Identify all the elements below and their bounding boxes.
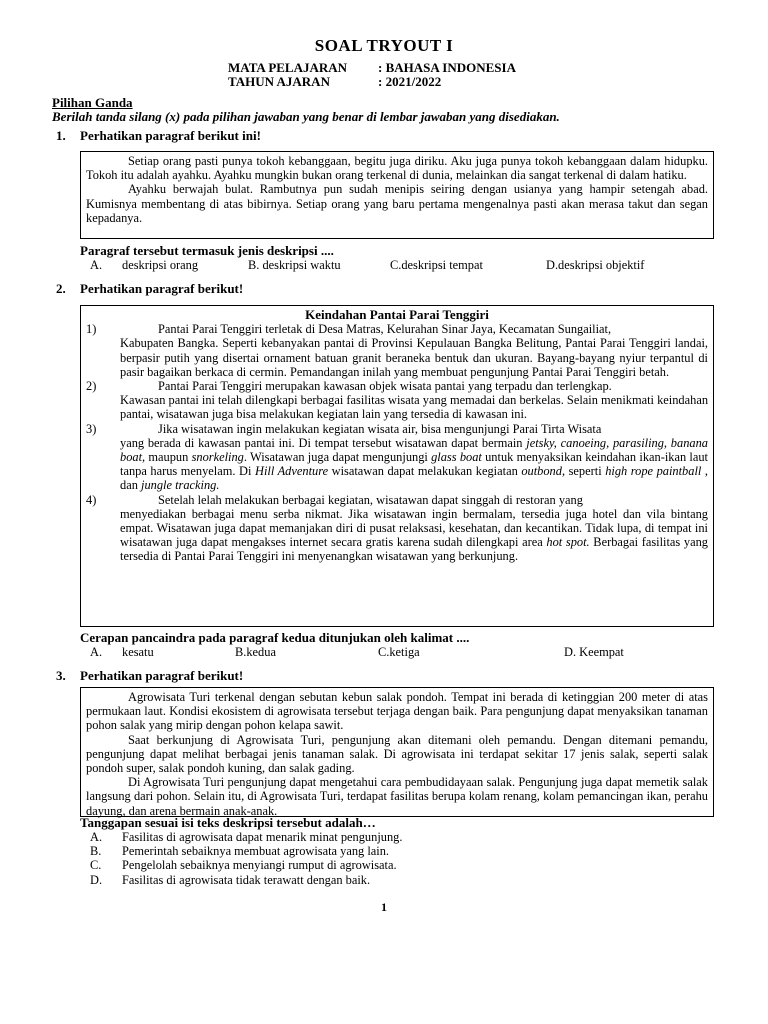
- text-run: Berbagai fasilitas yang tersedia di Pantai Parai Tenggiri ini menyenangkan wisatawan yang berkunjung.: [120, 535, 708, 564]
- year-key: TAHUN AJARAN: [228, 74, 330, 89]
- q3-option-d: [90, 873, 402, 887]
- q2-item-3-first-line: Jika wisatawan ingin melakukan kegiatan wisata air, bisa mengunjungi Parai Tirta Wisata: [158, 421, 602, 436]
- q2-item-2: [86, 379, 708, 393]
- text-run: maupun: [145, 450, 192, 465]
- italic-term: jetsky, canoeing, parasiling, banana boat,: [120, 435, 708, 465]
- q1-number: 1.: [56, 128, 66, 143]
- q3-passage-box: [80, 687, 714, 817]
- italic-term: glass boat: [431, 450, 482, 465]
- q3-number: 3.: [56, 668, 66, 683]
- q3-options: [90, 830, 402, 887]
- text-run: seperti: [565, 464, 606, 479]
- q1-option-b: B. deskripsi waktu: [248, 258, 341, 272]
- page-number: 1: [381, 900, 387, 914]
- q3-option-c: [90, 858, 402, 872]
- option-text: Fasilitas di agrowisata tidak terawatt dengan baik.: [122, 872, 371, 887]
- q2-item-1-number: 1): [86, 322, 97, 337]
- text-run: untuk menyaksikan keindahan ikan-ikan laut tanpa harus menyelam. Di: [120, 450, 708, 479]
- option-letter: D.: [90, 872, 103, 887]
- option-letter: C.: [90, 858, 102, 873]
- q2-option-b: B.kedua: [235, 645, 276, 659]
- q3-stem: Tanggapan sesuai isi teks deskripsi tersebut adalah…: [80, 815, 376, 830]
- option-text: Pengelolah sebaiknya menyiangi rumput di agrowisata.: [122, 858, 397, 873]
- q2-option-c: C.ketiga: [378, 645, 420, 659]
- section-instruction: Berilah tanda silang (x) pada pilihan jawaban yang benar di lembar jawaban yang disediakan.: [52, 109, 560, 124]
- q2-item-2-first-line: Pantai Parai Tenggiri merupakan kawasan objek wisata pantai yang terpadu dan terlengkap.: [158, 379, 612, 394]
- option-text: Pemerintah sebaiknya membuat agrowisata yang lain.: [122, 844, 390, 859]
- q2-item-3-text: [86, 436, 708, 493]
- q1-stem: Paragraf tersebut termasuk jenis deskripsi ....: [80, 243, 334, 258]
- text-run: , dan: [120, 464, 708, 493]
- q1-passage-box: [80, 151, 714, 239]
- q2-item-4: [86, 493, 708, 507]
- italic-term: hot spot.: [546, 535, 590, 550]
- q3-paragraph-1: Agrowisata Turi terkenal dengan sebutan kebun salak pondoh. Tempat ini berada di ketinggian 200 meter di atas permukaan laut. Kondisi ekosistem di agrowisata tersebut terjaga dengan baik. Para pengunjung dapat menyaksikan tanaman pohon salak yang mirip dengan pohon kelapa sawit.: [86, 690, 708, 733]
- option-text: Fasilitas di agrowisata dapat menarik minat pengunjung.: [122, 830, 403, 844]
- q2-item-1-text: Kabupaten Bangka. Seperti kebanyakan pantai di Provinsi Kepulauan Bangka Belitung, Pantai Parai Tenggiri landai, berpasir putih yang disertai ornament batuan granit beraneka bentuk dan ukuran. Bayang-bayang nyiur terpantul di pasir bagaikan berkaca di cermin. Pemandangan inilah yang membuat pengunjung Pantai Parai Tenggiri betah.: [120, 336, 708, 379]
- q2-item-2-number: 2): [86, 379, 97, 394]
- q1-prompt: Perhatikan paragraf berikut ini!: [80, 128, 261, 143]
- q2-item-3: [86, 422, 708, 436]
- subject-key: MATA PELAJARAN: [228, 60, 348, 75]
- q1-paragraph-2: Ayahku berwajah bulat. Rambutnya pun sudah menipis seiring dengan usianya yang hampir setengah abad. Kumisnya membentang di atas bibirnya. Setiap orang yang baru pertama mengenalnya pasti akan merasa takut dan segan kepadanya.: [86, 182, 708, 225]
- q2-number: 2.: [56, 281, 66, 296]
- text-run: menyediakan berbagai menu serba nikmat. Jika wisatawan ingin bermalam, tersedia juga hotel dan vila bintang empat. Wisatawan juga dapat memanjakan diri di pusat relaksasi, kesehatan, dan kecantikan. Tidak lupa, di tempat ini wisatawan juga dapat mengakses internet secara gratis karena sudah dilengkapi area: [120, 506, 708, 550]
- q3-option-b: [90, 844, 402, 858]
- q2-item-4-text: [86, 507, 708, 564]
- q2-item-4-number: 4): [86, 492, 97, 507]
- q3-paragraph-3: Di Agrowisata Turi pengunjung dapat mengetahui cara pembudidayaan salak. Pengunjung juga dapat memetik salak langsung dari pohon. Selain itu, di Agrowisata Turi, terdapat fasilitas berupa kolam renang, kolam pemancingan ikan, perahu dayung, dan arena bermain anak-anak.: [86, 775, 708, 818]
- q3-option-a: [90, 830, 402, 844]
- q3-prompt: Perhatikan paragraf berikut!: [80, 668, 244, 683]
- q2-item-1: [86, 322, 708, 336]
- subject-value: : BAHASA INDONESIA: [378, 60, 516, 75]
- q2-item-3-number: 3): [86, 421, 97, 436]
- q2-stem: Cerapan pancaindra pada paragraf kedua ditunjukan oleh kalimat ....: [80, 630, 470, 645]
- q2-prompt: Perhatikan paragraf berikut!: [80, 281, 244, 296]
- text-run: yang berada di kawasan pantai ini. Di tempat tersebut wisatawan dapat bermain: [120, 435, 527, 450]
- q2-option-a-label: A.: [90, 645, 103, 659]
- option-letter: B.: [90, 844, 102, 859]
- year-line: [228, 74, 441, 90]
- q1-paragraph-1: Setiap orang pasti punya tokoh kebanggaan, begitu juga diriku. Aku juga punya tokoh kebanggaan dalam hidupku. Tokoh itu adalah ayahku. Ayahku mungkin bukan orang terkenal di dunia, melainkan dia sangat terkenal di dalam hatiku.: [86, 154, 708, 183]
- italic-term: outbond,: [521, 464, 566, 479]
- italic-term: high rope paintball: [605, 464, 702, 479]
- q1-option-d: D.deskripsi objektif: [546, 258, 645, 272]
- text-run: wisatawan dapat melakukan kegiatan: [328, 464, 522, 479]
- q2-passage-heading: Keindahan Pantai Parai Tenggiri: [305, 307, 489, 322]
- q2-option-d: D. Keempat: [564, 645, 624, 659]
- q1-option-a-label: A.: [90, 258, 103, 272]
- text-run: . Wisatawan juga dapat mengunjungi: [243, 450, 432, 465]
- q1-option-a: deskripsi orang: [122, 258, 199, 272]
- q2-passage-box: [80, 305, 714, 627]
- q3-paragraph-2: Saat berkunjung di Agrowisata Turi, pengunjung akan ditemani oleh pemandu. Dengan ditemani pemandu, pengunjung dapat melihat berbagai jenis tanaman salak. Di agrowisata ini terdapat sekitar 17 jenis salak, seperti salak pondoh super, salak pondoh kuning, dan salak gading.: [86, 732, 708, 776]
- q2-item-2-text: Kawasan pantai ini telah dilengkapi berbagai fasilitas wisata yang memadai dan berkelas. Selain menikmati keindahan pantai, wisatawan juga bisa melakukan kegiatan lain yang tersedia di kawasan ini.: [120, 393, 709, 422]
- q1-option-c: C.deskripsi tempat: [390, 258, 483, 272]
- italic-term: snorkeling: [191, 450, 244, 465]
- italic-term: jungle tracking.: [141, 478, 220, 493]
- italic-term: Hill Adventure: [255, 464, 329, 479]
- q2-option-a: kesatu: [122, 645, 154, 659]
- q2-item-1-first-line: Pantai Parai Tenggiri terletak di Desa Matras, Kelurahan Sinar Jaya, Kecamatan Sungailiat,: [158, 322, 612, 337]
- section-title: Pilihan Ganda: [52, 95, 133, 110]
- q2-item-4-first-line: Setelah lelah melakukan berbagai kegiatan, wisatawan dapat singgah di restoran yang: [158, 492, 583, 507]
- year-value: : 2021/2022: [378, 74, 442, 89]
- document-title: SOAL TRYOUT I: [314, 36, 454, 55]
- option-letter: A.: [90, 830, 103, 844]
